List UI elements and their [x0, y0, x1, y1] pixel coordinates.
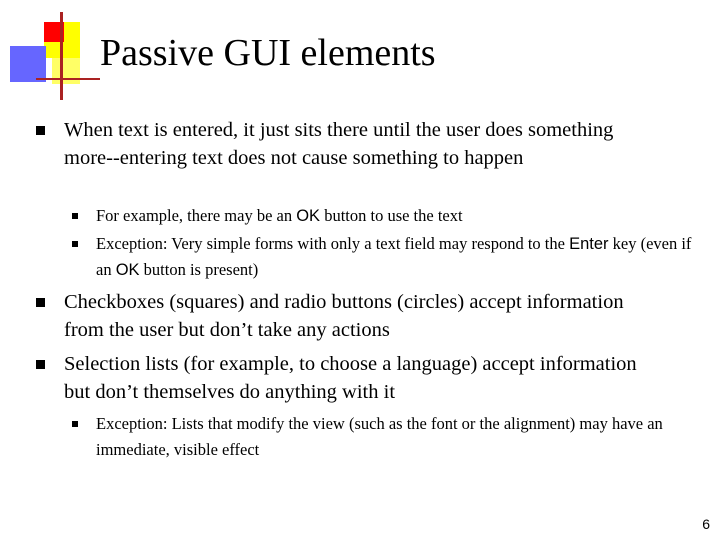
keyword-ok: OK — [115, 261, 140, 279]
text-segment: button to use the text — [320, 206, 463, 225]
slide-title: Passive GUI elements — [100, 32, 436, 74]
bullet-text: Selection lists (for example, to choose a language) accept information but don’t themselves do anything with it — [64, 353, 637, 403]
sub-bullet-square-icon — [72, 213, 78, 219]
text-segment: Exception: Very simple forms with only a text field may respond to the — [96, 234, 570, 253]
text-segment: For example, there may be an — [96, 206, 297, 225]
sub-bullet-text — [96, 231, 696, 283]
sub-bullet-text: Exception: Lists that modify the view (such as the font or the alignment) may have an immediate, visible effect — [96, 414, 663, 459]
bullet-square-icon — [36, 360, 45, 369]
sub-bullet-text — [96, 203, 696, 229]
text-segment: button is present) — [139, 260, 259, 279]
bullet-text: Checkboxes (squares) and radio buttons (circles) accept information from the user but don’t take any actions — [64, 291, 624, 341]
sub-bullet-square-icon — [72, 421, 78, 427]
bullet-square-icon — [36, 126, 45, 135]
keyword-ok: OK — [296, 207, 321, 225]
keyword-enter: Enter — [569, 235, 609, 253]
text-segment: key (even if an — [96, 234, 692, 279]
bullet-square-icon — [36, 298, 45, 307]
bullet-text: When text is entered, it just sits there until the user does something more--entering text does not cause something to happen — [64, 119, 614, 169]
sub-bullet-square-icon — [72, 241, 78, 247]
page-number: 6 — [702, 516, 710, 532]
